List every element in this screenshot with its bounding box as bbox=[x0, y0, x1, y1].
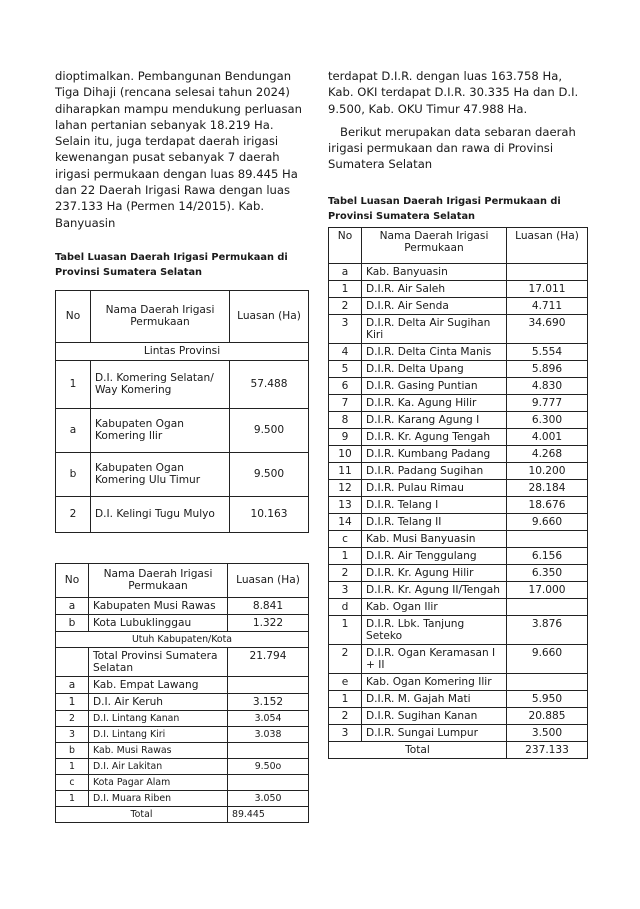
table-row: 3 D.I.R. Sungai Lumpur 3.500 bbox=[329, 724, 588, 741]
table-row: a Kab. Banyuasin bbox=[329, 263, 588, 280]
table-row: 1 D.I. Muara Riben 3.050 bbox=[56, 790, 309, 806]
table-row: 1 D.I. Komering Selatan/ Way Komering 57.488 bbox=[56, 360, 309, 408]
column-header: No bbox=[329, 227, 362, 263]
table-row: a Kabupaten Ogan Komering Ilir 9.500 bbox=[56, 408, 309, 452]
table-caption: Tabel Luasan Daerah Irigasi Permukaan di Provinsi Sumatera Selatan bbox=[328, 195, 561, 222]
table-row: 9 D.I.R. Kr. Agung Tengah 4.001 bbox=[329, 428, 588, 445]
table-row: 2 D.I.R. Ogan Keramasan I + II 9.660 bbox=[329, 644, 588, 673]
table-row: 10 D.I.R. Kumbang Padang 4.268 bbox=[329, 445, 588, 462]
column-header: Nama Daerah Irigasi Permukaan bbox=[89, 563, 228, 597]
table-row: 1 D.I.R. Lbk. Tanjung Seteko 3.876 bbox=[329, 615, 588, 644]
table-row: 2 D.I.R. Sugihan Kanan 20.885 bbox=[329, 707, 588, 724]
table-row: 3 D.I. Lintang Kiri 3.038 bbox=[56, 726, 309, 742]
table-row: 1 D.I. Air Lakitan 9.50o bbox=[56, 758, 309, 774]
table-row: b Kab. Musi Rawas bbox=[56, 742, 309, 758]
table-row: b Kota Lubuklinggau 1.322 bbox=[56, 614, 309, 631]
table-row: 1 D.I.R. Air Saleh 17.011 bbox=[329, 280, 588, 297]
column-header: Luasan (Ha) bbox=[507, 227, 588, 263]
table-row: d Kab. Ogan Ilir bbox=[329, 598, 588, 615]
table-row: Total Provinsi Sumatera Selatan 21.794 bbox=[56, 647, 309, 676]
table-row: 4 D.I.R. Delta Cinta Manis 5.554 bbox=[329, 343, 588, 360]
column-header: No bbox=[56, 290, 91, 342]
irrigation-table-2 bbox=[55, 563, 309, 823]
table-row: 1 D.I. Air Keruh 3.152 bbox=[56, 693, 309, 710]
irrigation-table-1 bbox=[55, 290, 309, 533]
table-row: 13 D.I.R. Telang I 18.676 bbox=[329, 496, 588, 513]
table-row: 2 D.I.R. Air Senda 4.711 bbox=[329, 297, 588, 314]
table-row: b Kabupaten Ogan Komering Ulu Timur 9.500 bbox=[56, 452, 309, 496]
table-row: 11 D.I.R. Padang Sugihan 10.200 bbox=[329, 462, 588, 479]
body-paragraph: dioptimalkan. Pembangunan Bendungan Tiga Dihaji (rencana selesai tahun 2024) diharapkan mampu mendukung perluasan lahan pertanian sebanyak 18.219 Ha. Selain itu, juga terdapat daerah irigasi kewenangan pusat sebanyak 7 daerah irigasi permukaan dengan luas 89.445 Ha dan 22 Daerah Irigasi Rawa dengan luas 237.133 Ha (Permen 14/2015). Kab. Banyuasin bbox=[55, 69, 303, 230]
table-row: 12 D.I.R. Pulau Rimau 28.184 bbox=[329, 479, 588, 496]
body-paragraph: Berikut merupakan data sebaran daerah irigasi permukaan dan rawa di Provinsi Sumatera Selatan bbox=[328, 124, 576, 172]
table-row: 5 D.I.R. Delta Upang 5.896 bbox=[329, 360, 588, 377]
column-header: No bbox=[56, 563, 89, 597]
column-header: Nama Daerah Irigasi Permukaan bbox=[91, 290, 230, 342]
table-row: 8 D.I.R. Karang Agung I 6.300 bbox=[329, 411, 588, 428]
table-row: c Kab. Musi Banyuasin bbox=[329, 530, 588, 547]
table-row: 7 D.I.R. Ka. Agung Hilir 9.777 bbox=[329, 394, 588, 411]
table-row: 2 D.I. Lintang Kanan 3.054 bbox=[56, 710, 309, 726]
table-row: 2 D.I. Kelingi Tugu Mulyo 10.163 bbox=[56, 496, 309, 532]
table-row: c Kota Pagar Alam bbox=[56, 774, 309, 790]
table-row: 1 D.I.R. M. Gajah Mati 5.950 bbox=[329, 690, 588, 707]
total-row: Total 237.133 bbox=[329, 741, 588, 758]
table-row: 3 D.I.R. Delta Air Sugihan Kiri 34.690 bbox=[329, 314, 588, 343]
table-row: 6 D.I.R. Gasing Puntian 4.830 bbox=[329, 377, 588, 394]
table-row: 2 D.I.R. Kr. Agung Hilir 6.350 bbox=[329, 564, 588, 581]
body-paragraph: terdapat D.I.R. dengan luas 163.758 Ha, Kab. OKI terdapat D.I.R. 30.335 Ha dan D.I. 9.500, Kab. OKU Timur 47.988 Ha. bbox=[328, 69, 579, 116]
column-header: Nama Daerah Irigasi Permukaan bbox=[362, 227, 507, 263]
total-row: Total 89.445 bbox=[56, 806, 309, 822]
table-row: a Kabupaten Musi Rawas 8.841 bbox=[56, 597, 309, 614]
table-row: 1 D.I.R. Air Tenggulang 6.156 bbox=[329, 547, 588, 564]
column-header: Luasan (Ha) bbox=[230, 290, 309, 342]
table-row: a Kab. Empat Lawang bbox=[56, 676, 309, 693]
table-row: 3 D.I.R. Kr. Agung II/Tengah 17.000 bbox=[329, 581, 588, 598]
left-column bbox=[55, 68, 309, 823]
right-column bbox=[328, 68, 588, 759]
section-row: Utuh Kabupaten/Kota bbox=[56, 631, 309, 647]
table-row: 14 D.I.R. Telang II 9.660 bbox=[329, 513, 588, 530]
column-header: Luasan (Ha) bbox=[228, 563, 309, 597]
irrigation-table-3 bbox=[328, 227, 588, 759]
table-row: e Kab. Ogan Komering Ilir bbox=[329, 673, 588, 690]
table-caption: Tabel Luasan Daerah Irigasi Permukaan di Provinsi Sumatera Selatan bbox=[55, 251, 288, 278]
section-row: Lintas Provinsi bbox=[56, 342, 309, 360]
